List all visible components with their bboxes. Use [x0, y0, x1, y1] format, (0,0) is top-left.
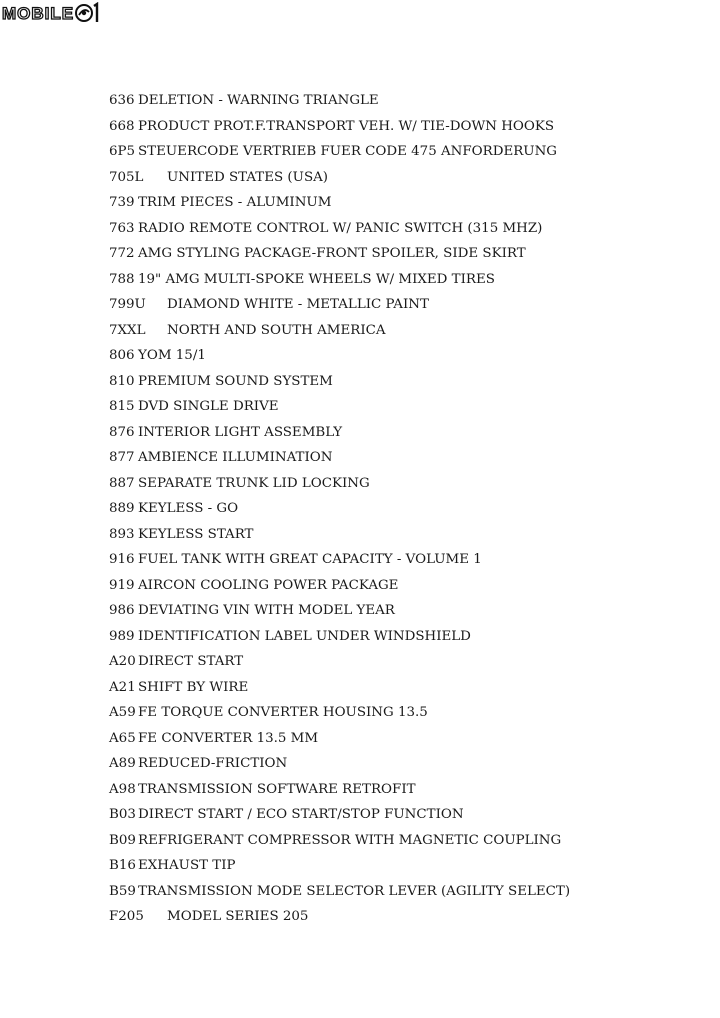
option-code-row — [109, 904, 570, 930]
option-description: DVD SINGLE DRIVE — [138, 399, 279, 414]
option-code-row — [109, 114, 570, 140]
option-description: NORTH AND SOUTH AMERICA — [167, 322, 386, 338]
option-code: 877 — [109, 450, 135, 465]
option-code-row — [109, 318, 570, 344]
option-code: A89 — [109, 756, 136, 771]
option-code-row — [109, 343, 570, 369]
option-code: F205 — [109, 909, 144, 924]
option-description: STEUERCODE VERTRIEB FUER CODE 475 ANFORDERUNG — [138, 144, 558, 159]
option-code: 986 — [109, 603, 135, 618]
option-code: 788 — [109, 271, 135, 287]
logo-01-mark-icon — [75, 2, 101, 24]
option-code-row — [109, 802, 570, 828]
option-description: AMBIENCE ILLUMINATION — [138, 450, 333, 465]
option-code-row — [109, 547, 570, 573]
option-description: YOM 15/1 — [138, 348, 206, 363]
option-code: 668 — [109, 118, 135, 134]
option-code: 887 — [109, 475, 135, 491]
option-description: FUEL TANK WITH GREAT CAPACITY - VOLUME 1 — [138, 552, 482, 567]
option-description: SHIFT BY WIRE — [138, 679, 249, 695]
option-code: B09 — [109, 832, 136, 848]
option-description: KEYLESS - GO — [138, 501, 239, 516]
option-code: 989 — [109, 628, 135, 644]
option-code: 799U — [109, 297, 146, 312]
option-code-row — [109, 241, 570, 267]
option-code-row — [109, 624, 570, 650]
option-description: PRODUCT PROT.F.TRANSPORT VEH. W/ TIE-DOWN HOOKS — [138, 118, 555, 134]
option-description: UNITED STATES (USA) — [167, 169, 329, 185]
option-description: EXHAUST TIP — [138, 858, 236, 873]
option-description: REFRIGERANT COMPRESSOR WITH MAGNETIC COUPLING — [138, 832, 562, 848]
option-code: 815 — [109, 399, 135, 414]
option-code-row — [109, 394, 570, 420]
option-description: DEVIATING VIN WITH MODEL YEAR — [138, 603, 395, 618]
option-description: 19" AMG MULTI-SPOKE WHEELS W/ MIXED TIRES — [138, 271, 495, 287]
option-code: 889 — [109, 501, 135, 516]
option-code: 876 — [109, 424, 135, 440]
option-code-row — [109, 879, 570, 905]
option-code-row — [109, 190, 570, 216]
option-code: A21 — [109, 679, 136, 695]
option-description: DIRECT START / ECO START/STOP FUNCTION — [138, 807, 464, 822]
option-code-row — [109, 369, 570, 395]
option-code-row — [109, 828, 570, 854]
option-code-list — [109, 88, 570, 930]
option-description: KEYLESS START — [138, 526, 254, 542]
option-description: TRIM PIECES - ALUMINUM — [138, 195, 332, 210]
option-code-row — [109, 649, 570, 675]
option-description: DIAMOND WHITE - METALLIC PAINT — [167, 297, 429, 312]
option-code: 705L — [109, 169, 144, 185]
option-description: DELETION - WARNING TRIANGLE — [138, 93, 379, 108]
option-code-row — [109, 267, 570, 293]
option-description: DIRECT START — [138, 654, 244, 669]
option-code-row — [109, 139, 570, 165]
option-description: SEPARATE TRUNK LID LOCKING — [138, 475, 370, 491]
option-code: 806 — [109, 348, 135, 363]
option-description: RADIO REMOTE CONTROL W/ PANIC SWITCH (315 MHZ) — [138, 220, 543, 236]
watermark-logo — [2, 1, 101, 25]
option-code: 810 — [109, 373, 135, 389]
option-code: 7XXL — [109, 322, 146, 338]
option-code: A98 — [109, 781, 136, 797]
option-code-row — [109, 496, 570, 522]
option-code-row — [109, 598, 570, 624]
option-code: B16 — [109, 858, 136, 873]
option-description: FE CONVERTER 13.5 MM — [138, 730, 319, 746]
option-code-row — [109, 471, 570, 497]
option-description: IDENTIFICATION LABEL UNDER WINDSHIELD — [138, 628, 471, 644]
option-description: TRANSMISSION MODE SELECTOR LEVER (AGILITY SELECT) — [138, 883, 571, 899]
option-description: INTERIOR LIGHT ASSEMBLY — [138, 424, 343, 440]
option-code-row — [109, 726, 570, 752]
option-code-row — [109, 165, 570, 191]
option-code: A20 — [109, 654, 136, 669]
option-code: 772 — [109, 246, 135, 261]
option-code-row — [109, 522, 570, 548]
option-code-row — [109, 420, 570, 446]
option-code-row — [109, 292, 570, 318]
option-description: AMG STYLING PACKAGE-FRONT SPOILER, SIDE SKIRT — [138, 246, 526, 261]
option-code: B59 — [109, 883, 136, 899]
option-description: TRANSMISSION SOFTWARE RETROFIT — [138, 781, 416, 797]
option-description: PREMIUM SOUND SYSTEM — [138, 373, 333, 389]
option-code-row — [109, 216, 570, 242]
option-code-row — [109, 700, 570, 726]
option-code: 763 — [109, 220, 135, 236]
option-code-row — [109, 853, 570, 879]
option-code-row — [109, 445, 570, 471]
logo-text: MOBILE — [2, 3, 75, 23]
option-code-row — [109, 751, 570, 777]
option-code-row — [109, 573, 570, 599]
option-code: 636 — [109, 93, 135, 108]
option-code: 916 — [109, 552, 135, 567]
option-code: A65 — [109, 730, 136, 746]
option-description: AIRCON COOLING POWER PACKAGE — [138, 577, 399, 593]
option-code: 739 — [109, 195, 135, 210]
option-description: MODEL SERIES 205 — [167, 909, 309, 924]
option-code-row — [109, 88, 570, 114]
option-code: B03 — [109, 807, 136, 822]
option-code: 919 — [109, 577, 135, 593]
option-code: A59 — [109, 705, 136, 720]
option-description: REDUCED-FRICTION — [138, 756, 288, 771]
option-code: 893 — [109, 526, 135, 542]
option-description: FE TORQUE CONVERTER HOUSING 13.5 — [138, 705, 428, 720]
option-code-row — [109, 777, 570, 803]
option-code: 6P5 — [109, 144, 136, 159]
option-code-row — [109, 675, 570, 701]
